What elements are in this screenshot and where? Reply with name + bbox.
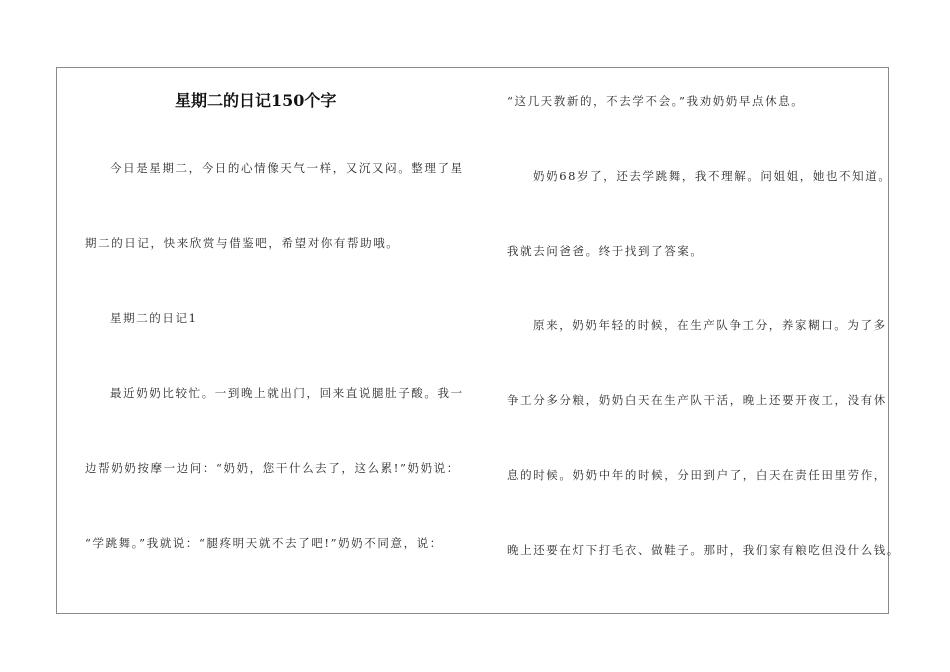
paragraph-line: 晚上还要在灯下打毛衣、做鞋子。那时，我们家有粮吃但没什么钱。 [507, 543, 900, 557]
paragraph-line: 息的时候。奶奶中年的时候，分田到户了，白天在责任田里劳作， [507, 468, 887, 482]
paragraph-line: “学跳舞。”我就说：“腿疼明天就不去了吧!”奶奶不同意，说： [85, 536, 443, 550]
page-frame [56, 67, 892, 614]
section-heading: 星期二的日记1 [110, 311, 198, 325]
paragraph-line: 奶奶68岁了，还去学跳舞，我不理解。问姐姐，她也不知道。 [533, 169, 892, 183]
paragraph-line: “这几天教新的，不去学不会。”我劝奶奶早点休息。 [507, 94, 805, 108]
paragraph-line: 期二的日记，快来欣赏与借鉴吧，希望对你有帮助哦。 [85, 236, 400, 250]
paragraph-line: 边帮奶奶按摩一边问：“奶奶，您干什么去了，这么累!”奶奶说： [85, 461, 460, 475]
paragraph-line: 争工分多分粮，奶奶白天在生产队干活，晚上还要开夜工，没有休 [507, 393, 887, 407]
paragraph-line: 最近奶奶比较忙。一到晚上就出门，回来直说腿肚子酸。我一 [110, 386, 464, 400]
paragraph-line: 原来，奶奶年轻的时候，在生产队争工分，养家糊口。为了多 [533, 318, 887, 332]
document-title: 星期二的日记150个字 [175, 91, 337, 110]
paragraph-line: 今日是星期二，今日的心情像天气一样，又沉又闷。整理了星 [110, 161, 464, 175]
paragraph-line: 我就去问爸爸。终于找到了答案。 [507, 244, 704, 258]
